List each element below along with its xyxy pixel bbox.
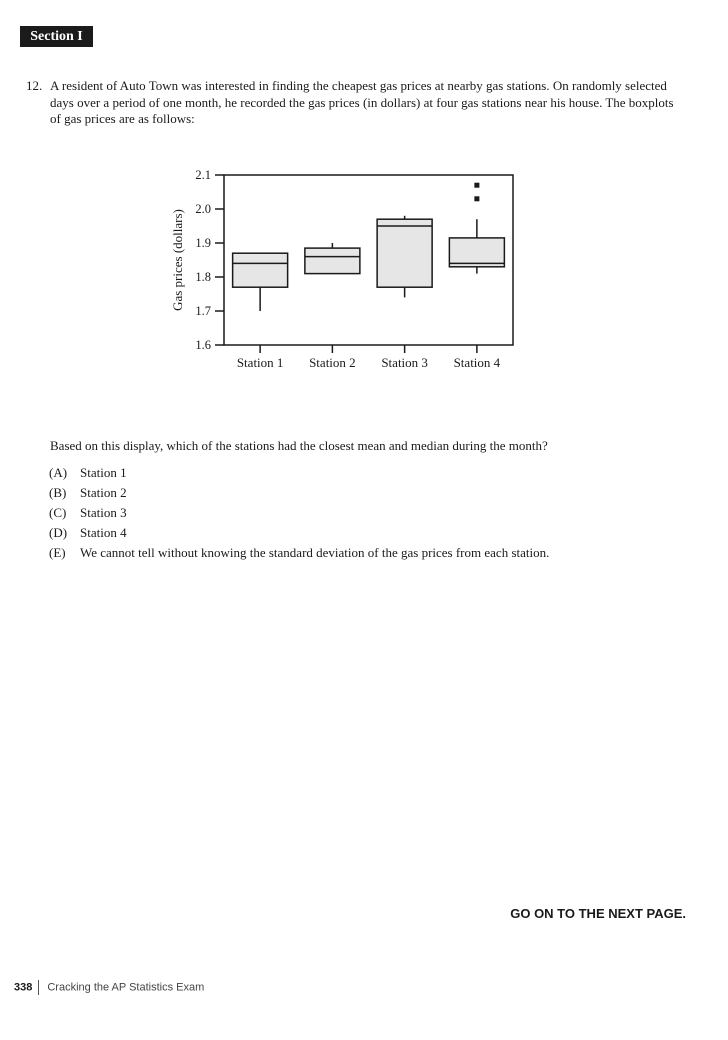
question-text: A resident of Auto Town was interested in finding the cheapest gas prices at nearby gas stations. On randomly selected days over a period of one month, he recorded the gas prices (in dollars) at four gas stations near his house. The boxplots of gas prices are as follows:	[50, 78, 674, 126]
choice-a[interactable]	[49, 465, 549, 485]
choice-letter: (C)	[49, 505, 67, 520]
page-number: 338	[14, 981, 33, 994]
section-label: Section I	[20, 26, 93, 47]
y-tick-label: 2.0	[195, 202, 211, 216]
choice-text: Station 2	[80, 485, 127, 500]
x-tick-label: Station 2	[309, 355, 356, 370]
choice-e[interactable]	[49, 545, 549, 565]
outlier-point	[474, 196, 479, 201]
y-tick-label: 1.6	[195, 338, 211, 352]
choice-letter: (B)	[49, 485, 67, 500]
box	[233, 253, 288, 287]
choice-b[interactable]	[49, 485, 549, 505]
page-footer	[14, 980, 204, 995]
choice-text: Station 1	[80, 465, 127, 480]
y-axis-label: Gas prices (dollars)	[170, 209, 185, 311]
choice-letter: (D)	[49, 525, 68, 540]
next-page-notice: GO ON TO THE NEXT PAGE.	[510, 906, 686, 921]
x-tick-label: Station 4	[453, 355, 501, 370]
gas-price-boxplot	[160, 160, 530, 385]
question-followup: Based on this display, which of the stations had the closest mean and median during the month?	[50, 438, 548, 453]
y-tick-label: 1.8	[195, 270, 211, 284]
y-tick-label: 1.7	[195, 304, 211, 318]
choice-text: We cannot tell without knowing the standard deviation of the gas prices from each station.	[80, 545, 550, 560]
outlier-point	[474, 183, 479, 188]
box	[377, 219, 432, 287]
box	[449, 238, 504, 267]
y-tick-label: 2.1	[195, 168, 211, 182]
choice-d[interactable]	[49, 525, 549, 545]
y-tick-label: 1.9	[195, 236, 211, 250]
choice-text: Station 3	[80, 505, 127, 520]
choice-c[interactable]	[49, 505, 549, 525]
x-tick-label: Station 1	[236, 355, 284, 370]
choice-letter: (A)	[49, 465, 68, 480]
box	[305, 248, 360, 274]
question-number: 12.	[26, 78, 43, 93]
choice-text: Station 4	[80, 525, 127, 540]
x-tick-label: Station 3	[381, 355, 428, 370]
footer-divider	[38, 980, 39, 995]
book-title: Cracking the AP Statistics Exam	[47, 981, 205, 994]
answer-choices	[49, 465, 549, 565]
choice-letter: (E)	[49, 545, 66, 560]
